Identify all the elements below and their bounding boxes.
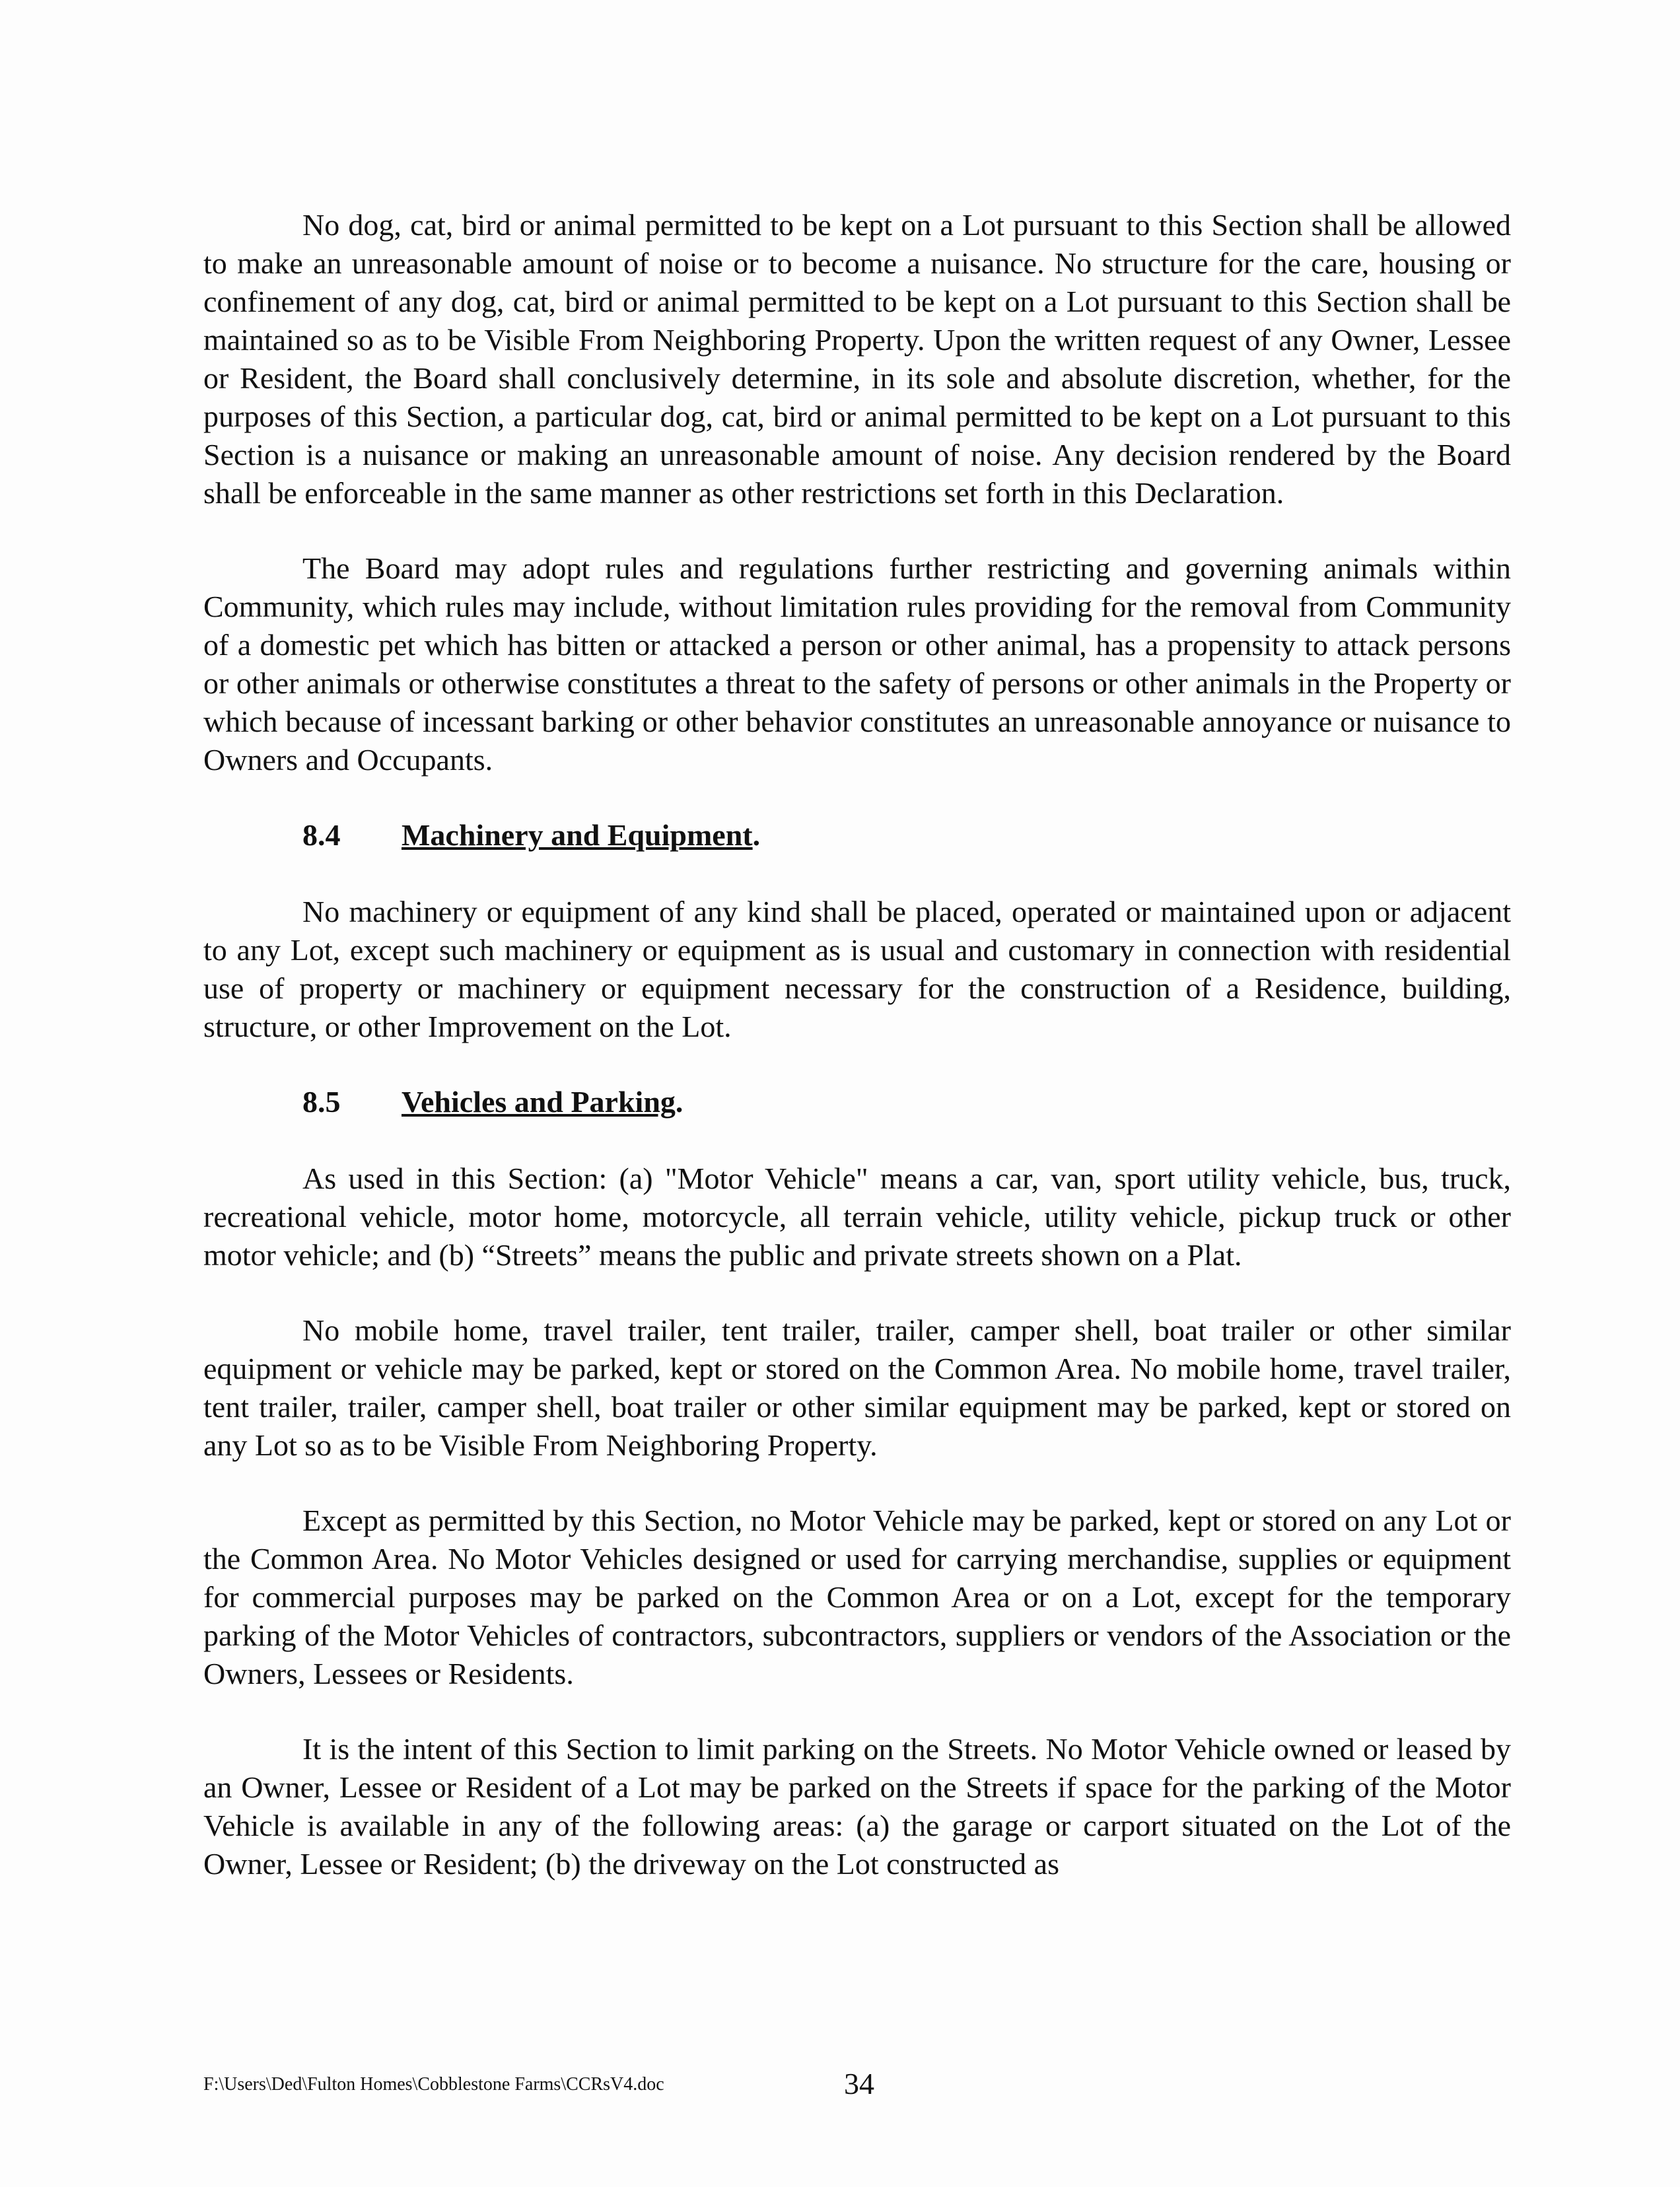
paragraph-animal-nuisance: No dog, cat, bird or animal permitted to be kept on a Lot pursuant to this Section shall be allowed to make an unreasonable amount of noise or to become a nuisance. No structure for the care, housing or confinement of any dog, cat, bird or animal permitted to be kept on a Lot pursuant to this Section shall be maintained so as to be Visible From Neighboring Property. Upon the written request of any Owner, Lessee or Resident, the Board shall conclusively determine, in its sole and absolute discretion, whether, for the purposes of this Section, a particular dog, cat, bird or animal permitted to be kept on a Lot pursuant to this Section is a nuisance or making an unreasonable amount of noise. Any decision rendered by the Board shall be enforceable in the same manner as other restrictions set forth in this Declaration.	[203, 208, 1511, 510]
section-title: Vehicles and Parking	[402, 1085, 676, 1119]
footer-file-path: F:\Users\Ded\Fulton Homes\Cobblestone Farms\CCRsV4.doc	[203, 2074, 664, 2095]
section-number: 8.4	[302, 818, 341, 852]
paragraph-animal-rules: The Board may adopt rules and regulations further restricting and governing animals within Community, which rules may include, without limitation rules providing for the removal from Community of a domestic pet which has bitten or attacked a person or other animal, has a propensity to attack persons or other animals or otherwise constitutes a threat to the safety of persons or other animals in the Property or which because of incessant barking or other behavior constitutes an unreasonable annoyance or nuisance to Owners and Occupants.	[203, 551, 1511, 777]
section-heading-8-5	[203, 1083, 1511, 1121]
page-number: 34	[844, 2067, 874, 2100]
section-heading-8-4	[203, 816, 1511, 854]
paragraph-motor-vehicle-parking: Except as permitted by this Section, no Motor Vehicle may be parked, kept or stored on any Lot or the Common Area. No Motor Vehicles designed or used for carrying merchandise, supplies or equipment for commercial purposes may be parked on the Common Area or on a Lot, except for the temporary parking of the Motor Vehicles of contractors, subcontractors, suppliers or vendors of the Association or the Owners, Lessees or Residents.	[203, 1504, 1511, 1690]
section-number: 8.5	[302, 1085, 341, 1119]
paragraph-mobile-home: No mobile home, travel trailer, tent trailer, trailer, camper shell, boat trailer or other similar equipment or vehicle may be parked, kept or stored on the Common Area. No mobile home, travel trailer, tent trailer, trailer, camper shell, boat trailer or other similar equipment may be parked, kept or stored on any Lot so as to be Visible From Neighboring Property.	[203, 1313, 1511, 1462]
section-title: Machinery and Equipment	[402, 818, 753, 852]
paragraph-vehicle-definitions: As used in this Section: (a) "Motor Vehicle" means a car, van, sport utility vehicle, bus, truck, recreational vehicle, motor home, motorcycle, all terrain vehicle, utility vehicle, pickup truck or other motor vehicle; and (b) “Streets” means the public and private streets shown on a Plat.	[203, 1162, 1511, 1272]
section-title-period: .	[752, 818, 761, 852]
page-body	[203, 206, 1511, 1920]
paragraph-machinery: No machinery or equipment of any kind shall be placed, operated or maintained upon or adjacent to any Lot, except such machinery or equipment as is usual and customary in connection with residential use of property or machinery or equipment necessary for the construction of a Residence, building, structure, or other Improvement on the Lot.	[203, 895, 1511, 1043]
section-title-period: .	[675, 1085, 683, 1119]
paragraph-street-parking: It is the intent of this Section to limit parking on the Streets. No Motor Vehicle owned or leased by an Owner, Lessee or Resident of a Lot may be parked on the Streets if space for the parking of the Motor Vehicle is available in any of the following areas: (a) the garage or carport situated on the Lot of the Owner, Lessee or Resident; (b) the driveway on the Lot constructed as	[203, 1732, 1511, 1881]
